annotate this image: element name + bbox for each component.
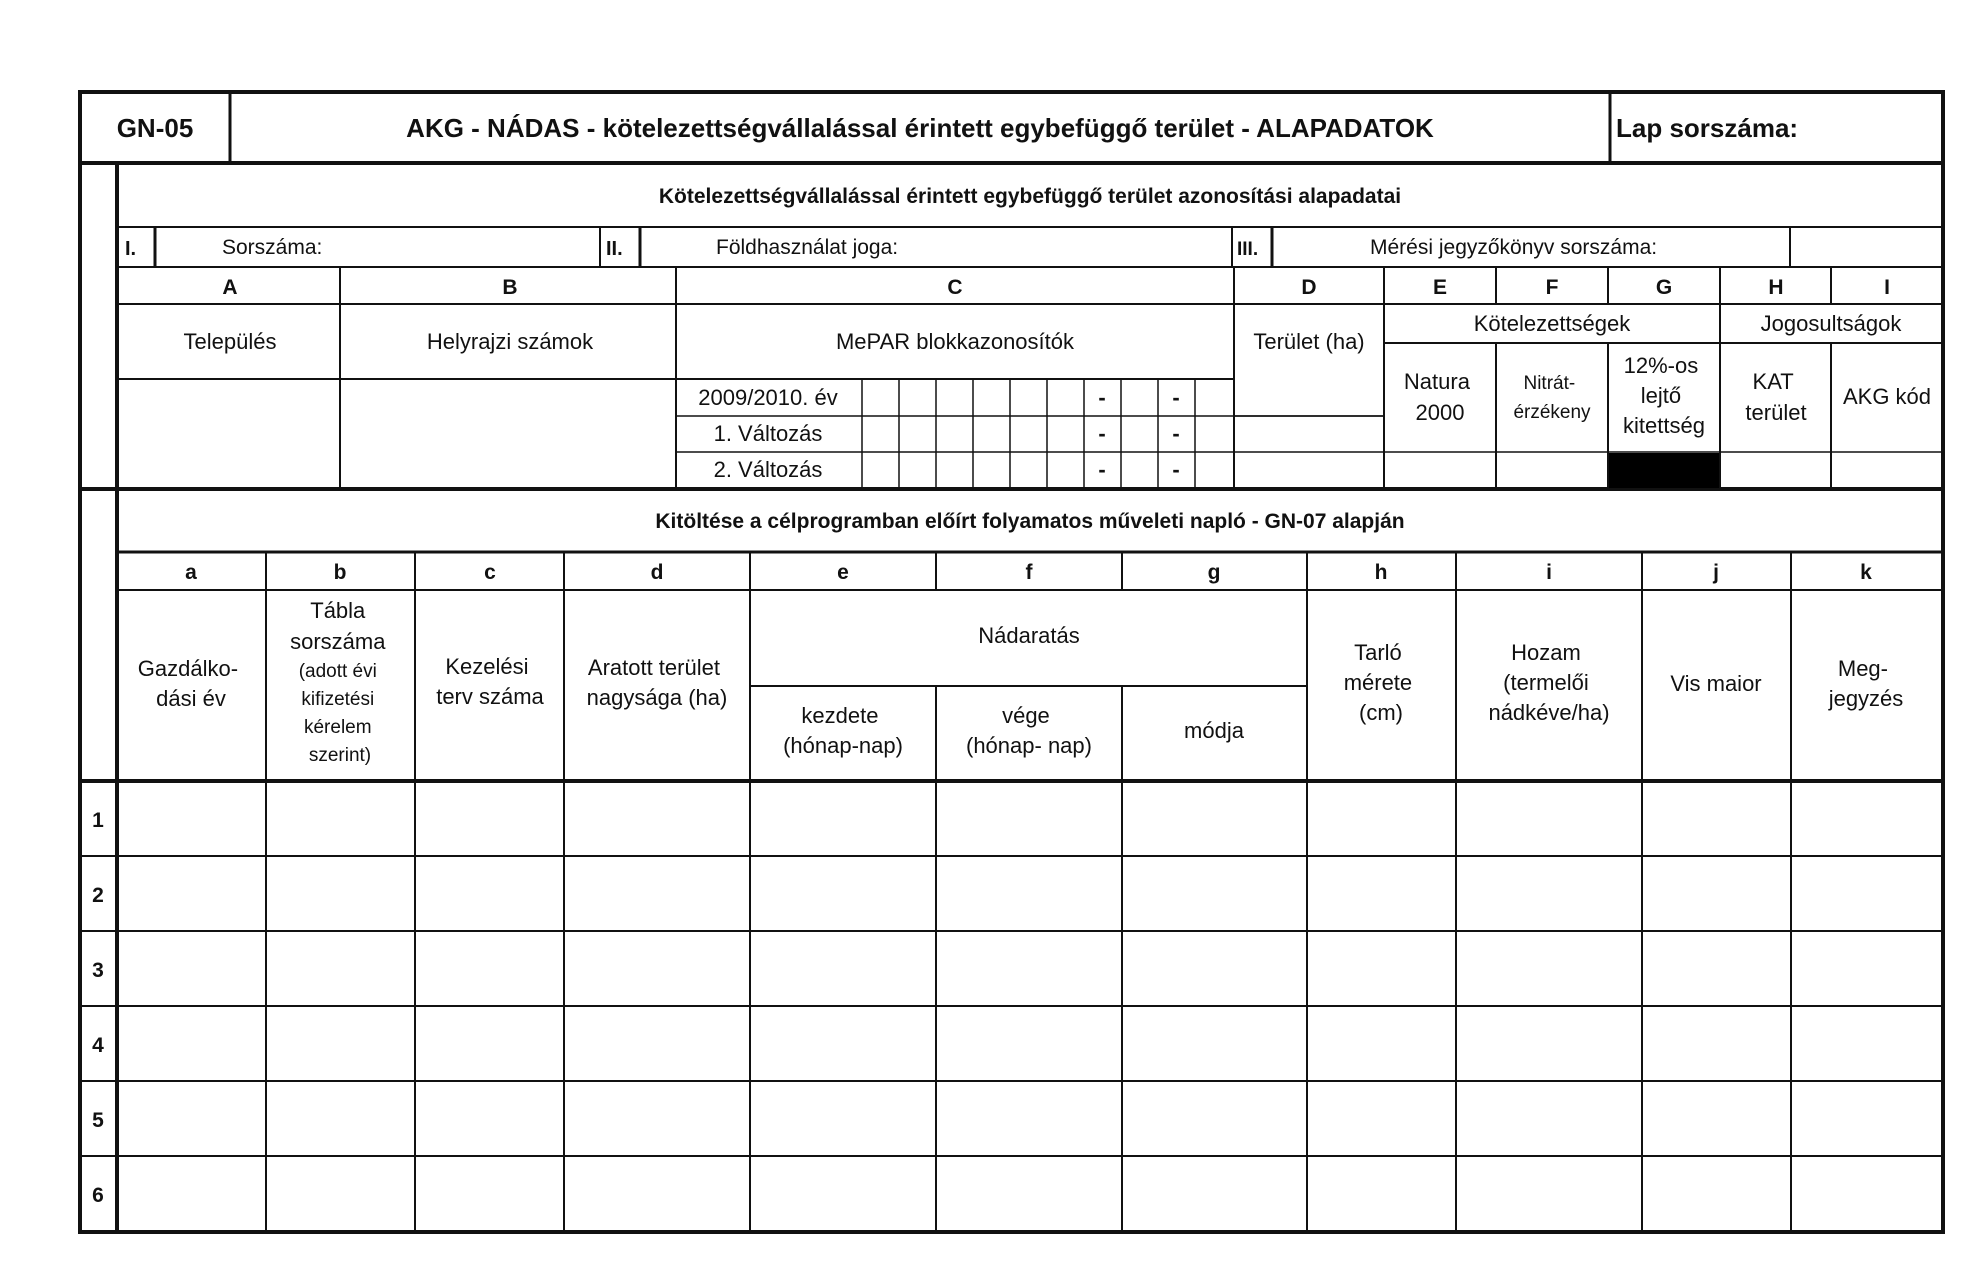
col-letter-h: h (1374, 561, 1388, 584)
form-code: GN-05 (116, 113, 194, 143)
id-roman-1: I. (125, 238, 137, 260)
row-number: 1 (92, 809, 104, 832)
form-title: AKG - NÁDAS - kötelezettségvállalással érintett egybefüggő terület - ALAPADATOK (406, 113, 1434, 143)
header-kezdete: kezdete (hónap-nap) (783, 703, 903, 758)
header-kat: KAT terület (1745, 369, 1807, 425)
col-letter-d: d (650, 561, 664, 584)
row-number: 4 (92, 1034, 104, 1057)
id-label-meresi: Mérési jegyzőkönyv sorszáma: (1370, 236, 1658, 259)
col-letter-H: H (1768, 276, 1784, 299)
col-letter-f: f (1025, 561, 1033, 584)
header-kezelesi-terv: Kezelési terv száma (436, 654, 544, 709)
row-number: 3 (92, 959, 104, 982)
header-nadaratas: Nádaratás (978, 623, 1080, 648)
header-mepar: MePAR blokkazonosítók (835, 329, 1075, 354)
header-helyrajzi: Helyrajzi számok (426, 329, 594, 354)
header-jogosultsagok: Jogosultságok (1760, 311, 1902, 336)
col-letter-D: D (1301, 276, 1317, 299)
section1-heading: Kötelezettségvállalással érintett egybefüggő terület azonosítási alapadatai (658, 185, 1402, 208)
id-label-sorszam: Sorszáma: (222, 236, 323, 259)
mepar-dash: - (1172, 457, 1180, 482)
col-letter-C: C (947, 276, 963, 299)
col-letter-b: b (333, 561, 347, 584)
col-letter-I: I (1884, 276, 1890, 299)
header-tarlo: Tarló mérete (cm) (1343, 640, 1413, 725)
mepar-dash: - (1098, 385, 1106, 410)
header-modja: módja (1184, 718, 1244, 743)
mepar-dash: - (1098, 421, 1106, 446)
col-letter-A: A (222, 276, 238, 299)
id-label-foldhasznalat: Földhasználat joga: (716, 236, 899, 259)
id-roman-3: III. (1237, 239, 1259, 260)
row-number: 6 (92, 1184, 104, 1207)
col-letter-e: e (837, 561, 849, 584)
header-telepules: Település (183, 329, 277, 354)
header-lejto: 12%-os lejtő kitettség (1623, 353, 1705, 438)
mepar-dash: - (1098, 457, 1106, 482)
header-nitrat: Nitrát- érzékeny (1513, 373, 1591, 423)
header-tabla-sorszama: Tábla sorszáma (adott évi kifizetési kérelem szerint) (290, 598, 386, 766)
mepar-row-label: 2009/2010. év (698, 385, 838, 410)
col-letter-i: i (1546, 561, 1552, 584)
mepar-dash: - (1172, 385, 1180, 410)
header-akg: AKG kód (1842, 384, 1932, 409)
col-letter-E: E (1432, 276, 1448, 299)
header-hozam: Hozam (termelői nádkéve/ha) (1488, 640, 1610, 725)
col-letter-k: k (1860, 561, 1872, 584)
col-letter-B: B (502, 276, 518, 299)
shaded-cell (1609, 453, 1719, 488)
section2-heading: Kitöltése a célprogramban előírt folyamatos műveleti napló - GN-07 alapján (655, 510, 1405, 533)
header-gazdalkodasi-ev: Gazdálko- dási év (137, 656, 239, 711)
col-letter-F: F (1545, 276, 1559, 299)
header-vege: vége (hónap- nap) (966, 703, 1092, 758)
header-megjegyzes: Meg- jegyzés (1828, 656, 1904, 711)
mepar-row-label: 1. Változás (713, 421, 823, 446)
header-natura: Natura 2000 (1403, 369, 1470, 425)
col-letter-c: c (484, 561, 496, 584)
header-kotelezettsegek: Kötelezettségek (1473, 311, 1631, 336)
header-vis-maior: Vis maior (1670, 671, 1762, 696)
col-letter-j: j (1713, 561, 1719, 584)
page-number-label: Lap sorszáma: (1616, 113, 1799, 143)
header-terulet: Terület (ha) (1253, 329, 1365, 354)
mepar-row-label: 2. Változás (713, 457, 823, 482)
col-letter-G: G (1655, 276, 1673, 299)
col-letter-a: a (185, 561, 197, 584)
col-letter-g: g (1207, 561, 1221, 584)
id-roman-2: II. (606, 238, 623, 260)
mepar-dash: - (1172, 421, 1180, 446)
header-aratott-terulet: Aratott terület nagysága (ha) (586, 655, 728, 710)
row-number: 5 (92, 1109, 104, 1132)
row-number: 2 (92, 884, 104, 907)
